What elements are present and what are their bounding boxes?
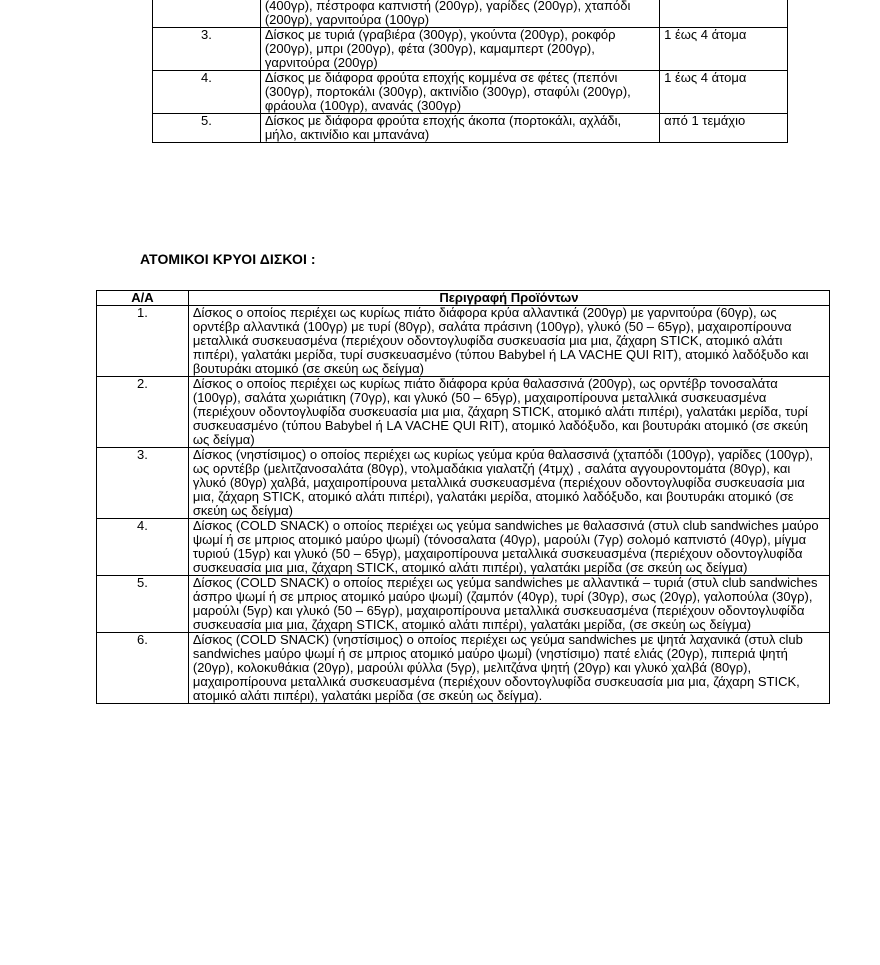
- row-number-cell: 3.: [97, 448, 189, 519]
- top-products-table: [152, 0, 788, 143]
- column-header-number: Α/Α: [97, 291, 189, 306]
- table-row: [153, 0, 788, 28]
- row-description-cell: Δίσκος (COLD SNACK) ο οποίος περιέχει ως γεύμα sandwiches με αλλαντικά – τυριά (στυλ club sandwiches άσπρο ψωμί ή σε μπριος ατομικό μαύρο ψωμί) (ζαμπόν (40γρ), τυρί (30γρ), σως (20γρ), γαλοπούλα (30γρ), μαρούλι (5γρ) και γλυκό (50 – 65γρ), μαχαιροπίρουνα μεταλλικά συσκευασμένα (περιέχουν οδοντογλυφίδα συσκευασία μια μια, ζάχαρη STICK, ατομικό αλάτι πιπέρι), γαλατάκι μερίδα, (σε σκεύη ως δείγμα): [188, 576, 829, 633]
- table-row: [97, 377, 830, 448]
- individual-cold-trays-table: [96, 290, 830, 704]
- table-row: [97, 576, 830, 633]
- table-row: [97, 519, 830, 576]
- table-row: [153, 114, 788, 143]
- table-header-row: [97, 291, 830, 306]
- table-row: [97, 306, 830, 377]
- table-row: [153, 28, 788, 71]
- column-header-description: Περιγραφή Προϊόντων: [188, 291, 829, 306]
- row-quantity-cell: από 1 τεμάχιο: [660, 114, 788, 143]
- row-number-cell: 4.: [97, 519, 189, 576]
- row-description-cell: (400γρ), πέστροφα καπνιστή (200γρ), γαρίδες (200γρ), χταπόδι (200γρ), γαρνιτούρα (100γρ): [260, 0, 659, 28]
- row-quantity-cell: 1 έως 4 άτομα: [660, 28, 788, 71]
- table-row: [153, 71, 788, 114]
- row-description-cell: Δίσκος (νηστίσιμος) ο οποίος περιέχει ως κυρίως γεύμα κρύα θαλασσινά (χταπόδι (100γρ), γαρίδες (100γρ), ως ορντέβρ (μελιτζανοσαλάτα (80γρ), ντολμαδάκια γιαλατζή (4τμχ) , σαλάτα αγγουροντομάτα (80γρ), και γλυκό (80γρ) χαλβά, μαχαιροπίρουνα μεταλλικά συσκευασμένα (περιέχουν οδοντογλυφίδα συσκευασία μια μια, ζάχαρη STICK, ατομικό αλάτι πιπέρι), γαλατάκι μερίδα, ατομικό λαδόξυδο, και βουτυράκι ατομικό (σε σκεύη ως δείγμα): [188, 448, 829, 519]
- row-quantity-cell: 1 έως 4 άτομα: [660, 71, 788, 114]
- row-number-cell: [153, 0, 261, 28]
- row-description-cell: Δίσκος (COLD SNACK) (νηστίσιμος) ο οποίος περιέχει ως γεύμα sandwiches με ψητά λαχανικά (στυλ club sandwiches μαύρο ψωμί ή σε μπριος ατομικό μαύρο ψωμί) (νηστίσιμο) πατέ ελιάς (20γρ), πιπεριά ψητή (20γρ), κολοκυθάκια (20γρ), μαρούλι φύλλα (5γρ), μελιτζάνα ψητή (20γρ) και γλυκό χαλβά (80γρ), μαχαιροπίρουνα μεταλλικά συσκευασμένα (περιέχουν οδοντογλυφίδα συσκευασία μια μια, ζάχαρη STICK, ατομικό αλάτι πιπέρι), γαλατάκι μερίδα (σε σκεύη ως δείγμα).: [188, 633, 829, 704]
- table-row: [97, 448, 830, 519]
- row-number-cell: 6.: [97, 633, 189, 704]
- row-number-cell: 5.: [153, 114, 261, 143]
- row-description-cell: Δίσκος ο οποίος περιέχει ως κυρίως πιάτο διάφορα κρύα αλλαντικά (200γρ) με γαρνιτούρα (60γρ), ως ορντέβρ αλλαντικά (100γρ) με τυρί (80γρ), σαλάτα πράσινη (100γρ), γλυκό (50 – 65γρ), μαχαιροπίρουνα μεταλλικά συσκευασμένα (περιέχουν οδοντογλυφίδα συσκευασία μια μια, ζάχαρη STICK, ατομικό αλάτι πιπέρι), γαλατάκι μερίδα, τυρί συσκευασμένο (τύπου Babybel ή LA VACHE QUI RIT), ατομικό λαδόξυδο και βουτυράκι ατομικό (σε σκεύη ως δείγμα): [188, 306, 829, 377]
- row-number-cell: 5.: [97, 576, 189, 633]
- section-heading: ΑΤΟΜΙΚΟΙ ΚΡΥΟΙ ΔΙΣΚΟΙ :: [140, 251, 316, 267]
- row-description-cell: Δίσκος (COLD SNACK) ο οποίος περιέχει ως γεύμα sandwiches με θαλασσινά (στυλ club sandwiches μαύρο ψωμί ή σε μπριος ατομικό μαύρο ψωμί) (τόνοσαλατα (40γρ), μαρούλι (7γρ) σολομό καπνιστό (40γρ), μίγμα τυριού (15γρ) και γλυκό (50 – 65γρ), μαχαιροπίρουνα μεταλλικά συσκευασμένα (περιέχουν οδοντογλυφίδα συσκευασία μια μια, ζάχαρη STICK, ατομικό αλάτι πιπέρι), γαλατάκι μερίδα (σε σκεύη ως δείγμα): [188, 519, 829, 576]
- row-number-cell: 4.: [153, 71, 261, 114]
- row-description-cell: Δίσκος με διάφορα φρούτα εποχής κομμένα σε φέτες (πεπόνι (300γρ), πορτοκάλι (300γρ), ακτινίδιο (300γρ), σταφύλι (200γρ), φράουλα (100γρ), ανανάς (300γρ): [260, 71, 659, 114]
- row-description-cell: Δίσκος με τυριά (γραβιέρα (300γρ), γκούντα (200γρ), ροκφόρ (200γρ), μπρι (200γρ), φέτα (300γρ), καμαμπερτ (200γρ), γαρνιτούρα (200γρ): [260, 28, 659, 71]
- row-number-cell: 1.: [97, 306, 189, 377]
- table-row: [97, 633, 830, 704]
- row-description-cell: Δίσκος ο οποίος περιέχει ως κυρίως πιάτο διάφορα κρύα θαλασσινά (200γρ), ως ορντέβρ τονοσαλάτα (100γρ), σαλάτα χωριάτικη (70γρ), και γλυκό (50 – 65γρ), μαχαιροπίρουνα μεταλλικά συσκευασμένα (περιέχουν οδοντογλυφίδα συσκευασία μια μια, ζάχαρη STICK, ατομικό αλάτι πιπέρι), γαλατάκι μερίδα, τυρί συσκευασμένο (τύπου Babybel ή LA VACHE QUI RIT), ατομικό λαδόξυδο, και βουτυράκι ατομικό (σε σκεύη ως δείγμα): [188, 377, 829, 448]
- row-quantity-cell: [660, 0, 788, 28]
- row-number-cell: 2.: [97, 377, 189, 448]
- row-description-cell: Δίσκος με διάφορα φρούτα εποχής άκοπα (πορτοκάλι, αχλάδι, μήλο, ακτινίδιο και μπανάνα): [260, 114, 659, 143]
- row-number-cell: 3.: [153, 28, 261, 71]
